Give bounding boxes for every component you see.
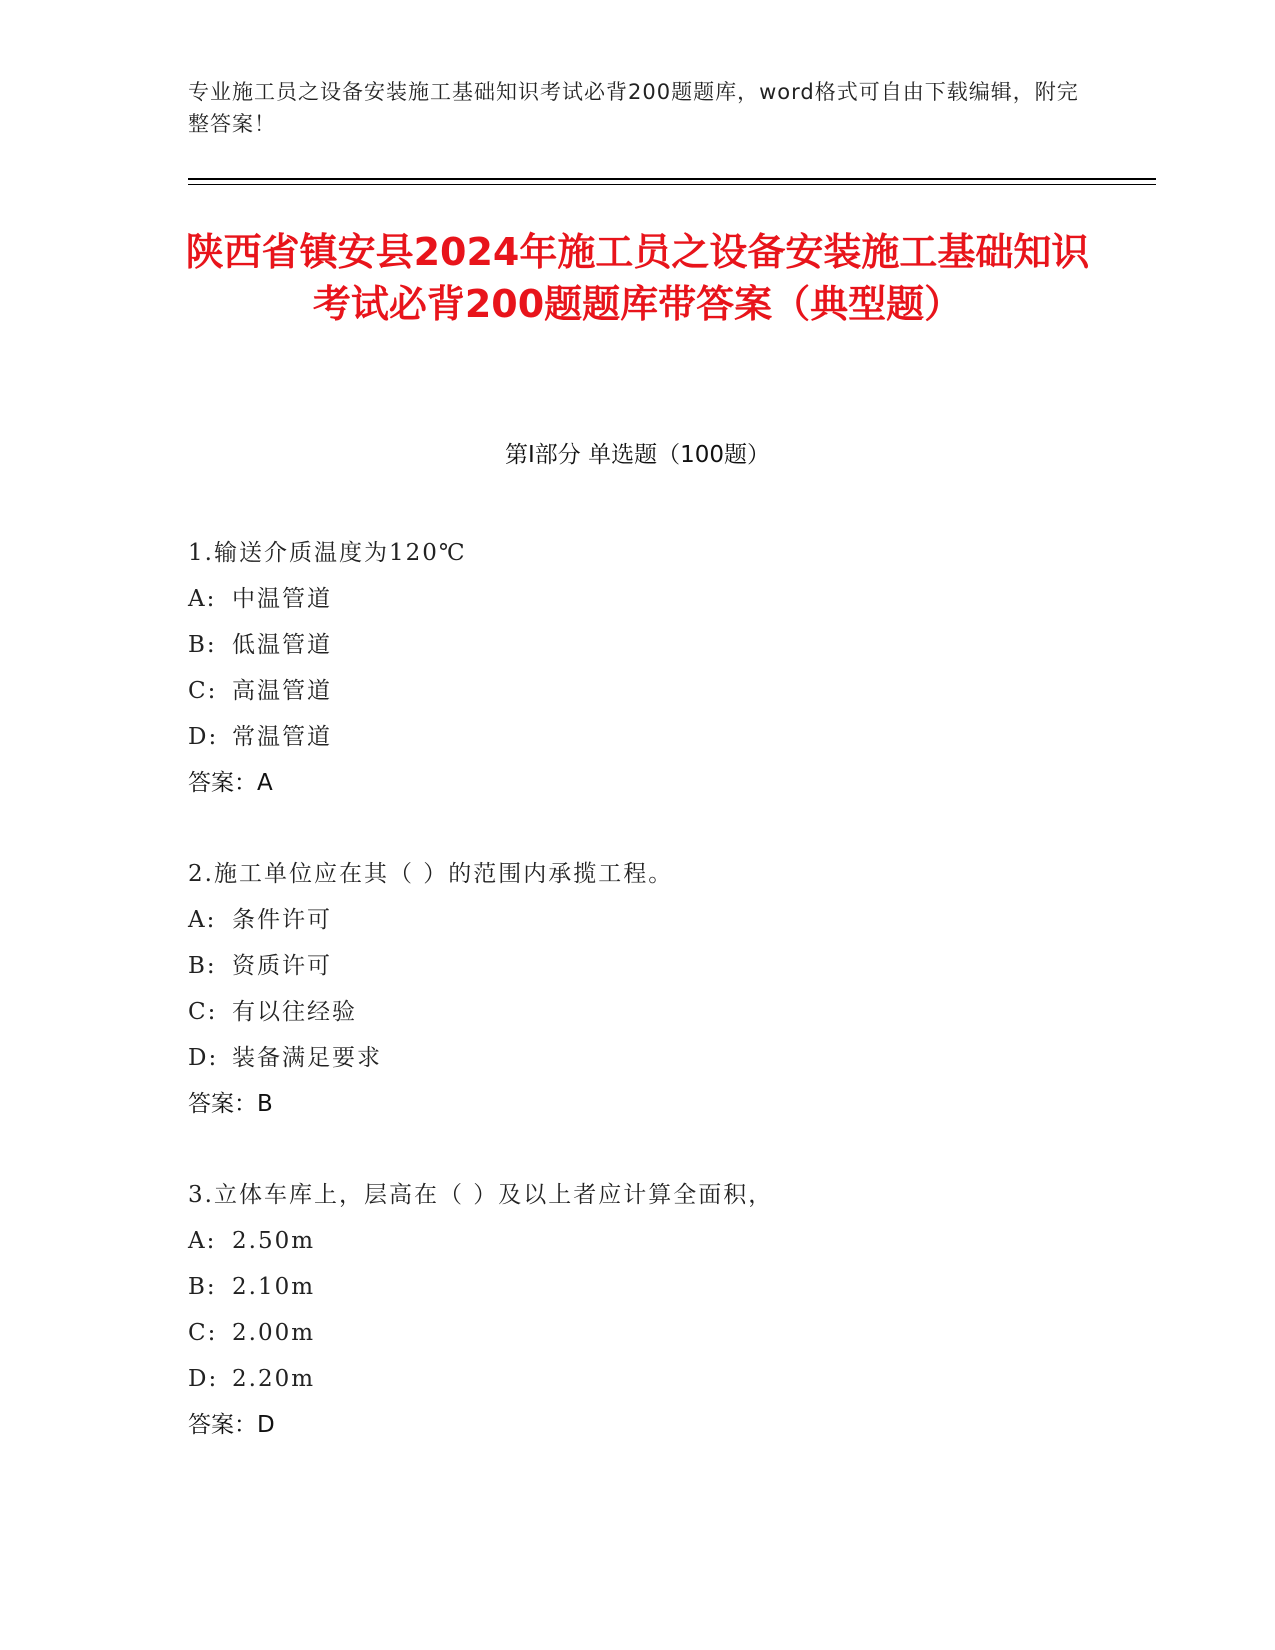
option-c: C: 高温管道 — [188, 678, 332, 704]
header-divider-thick — [188, 178, 1156, 180]
header-divider-thin — [188, 184, 1156, 185]
question-stem: 1.输送介质温度为120℃ — [188, 540, 467, 566]
question-3 — [188, 1172, 1148, 1448]
question-stem: 2.施工单位应在其（ ）的范围内承揽工程。 — [188, 861, 674, 887]
option-c: C: 2.00m — [188, 1320, 316, 1346]
option-b: B: 2.10m — [188, 1274, 316, 1300]
document-title: 陕西省镇安县2024年施工员之设备安装施工基础知识考试必背200题题库带答案（典型题） — [185, 230, 1090, 326]
option-a: A: 中温管道 — [188, 586, 332, 612]
option-d: D: 常温管道 — [188, 724, 332, 750]
option-a: A: 条件许可 — [188, 907, 332, 933]
option-d: D: 装备满足要求 — [188, 1045, 382, 1071]
answer: 答案：A — [188, 770, 273, 796]
option-d: D: 2.20m — [188, 1366, 316, 1392]
option-b: B: 低温管道 — [188, 632, 332, 658]
option-a: A: 2.50m — [188, 1228, 316, 1254]
answer: 答案：D — [188, 1412, 275, 1438]
option-b: B: 资质许可 — [188, 953, 332, 979]
option-c: C: 有以往经验 — [188, 999, 357, 1025]
section-title: 第Ⅰ部分 单选题（100题） — [505, 442, 770, 468]
question-2 — [188, 851, 1148, 1127]
question-1 — [188, 530, 1148, 806]
question-stem: 3.立体车库上，层高在（ ）及以上者应计算全面积， — [188, 1182, 774, 1208]
header-note: 专业施工员之设备安装施工基础知识考试必背200题题库，word格式可自由下载编辑，附完整答案！ — [188, 80, 1079, 136]
answer: 答案：B — [188, 1091, 273, 1117]
